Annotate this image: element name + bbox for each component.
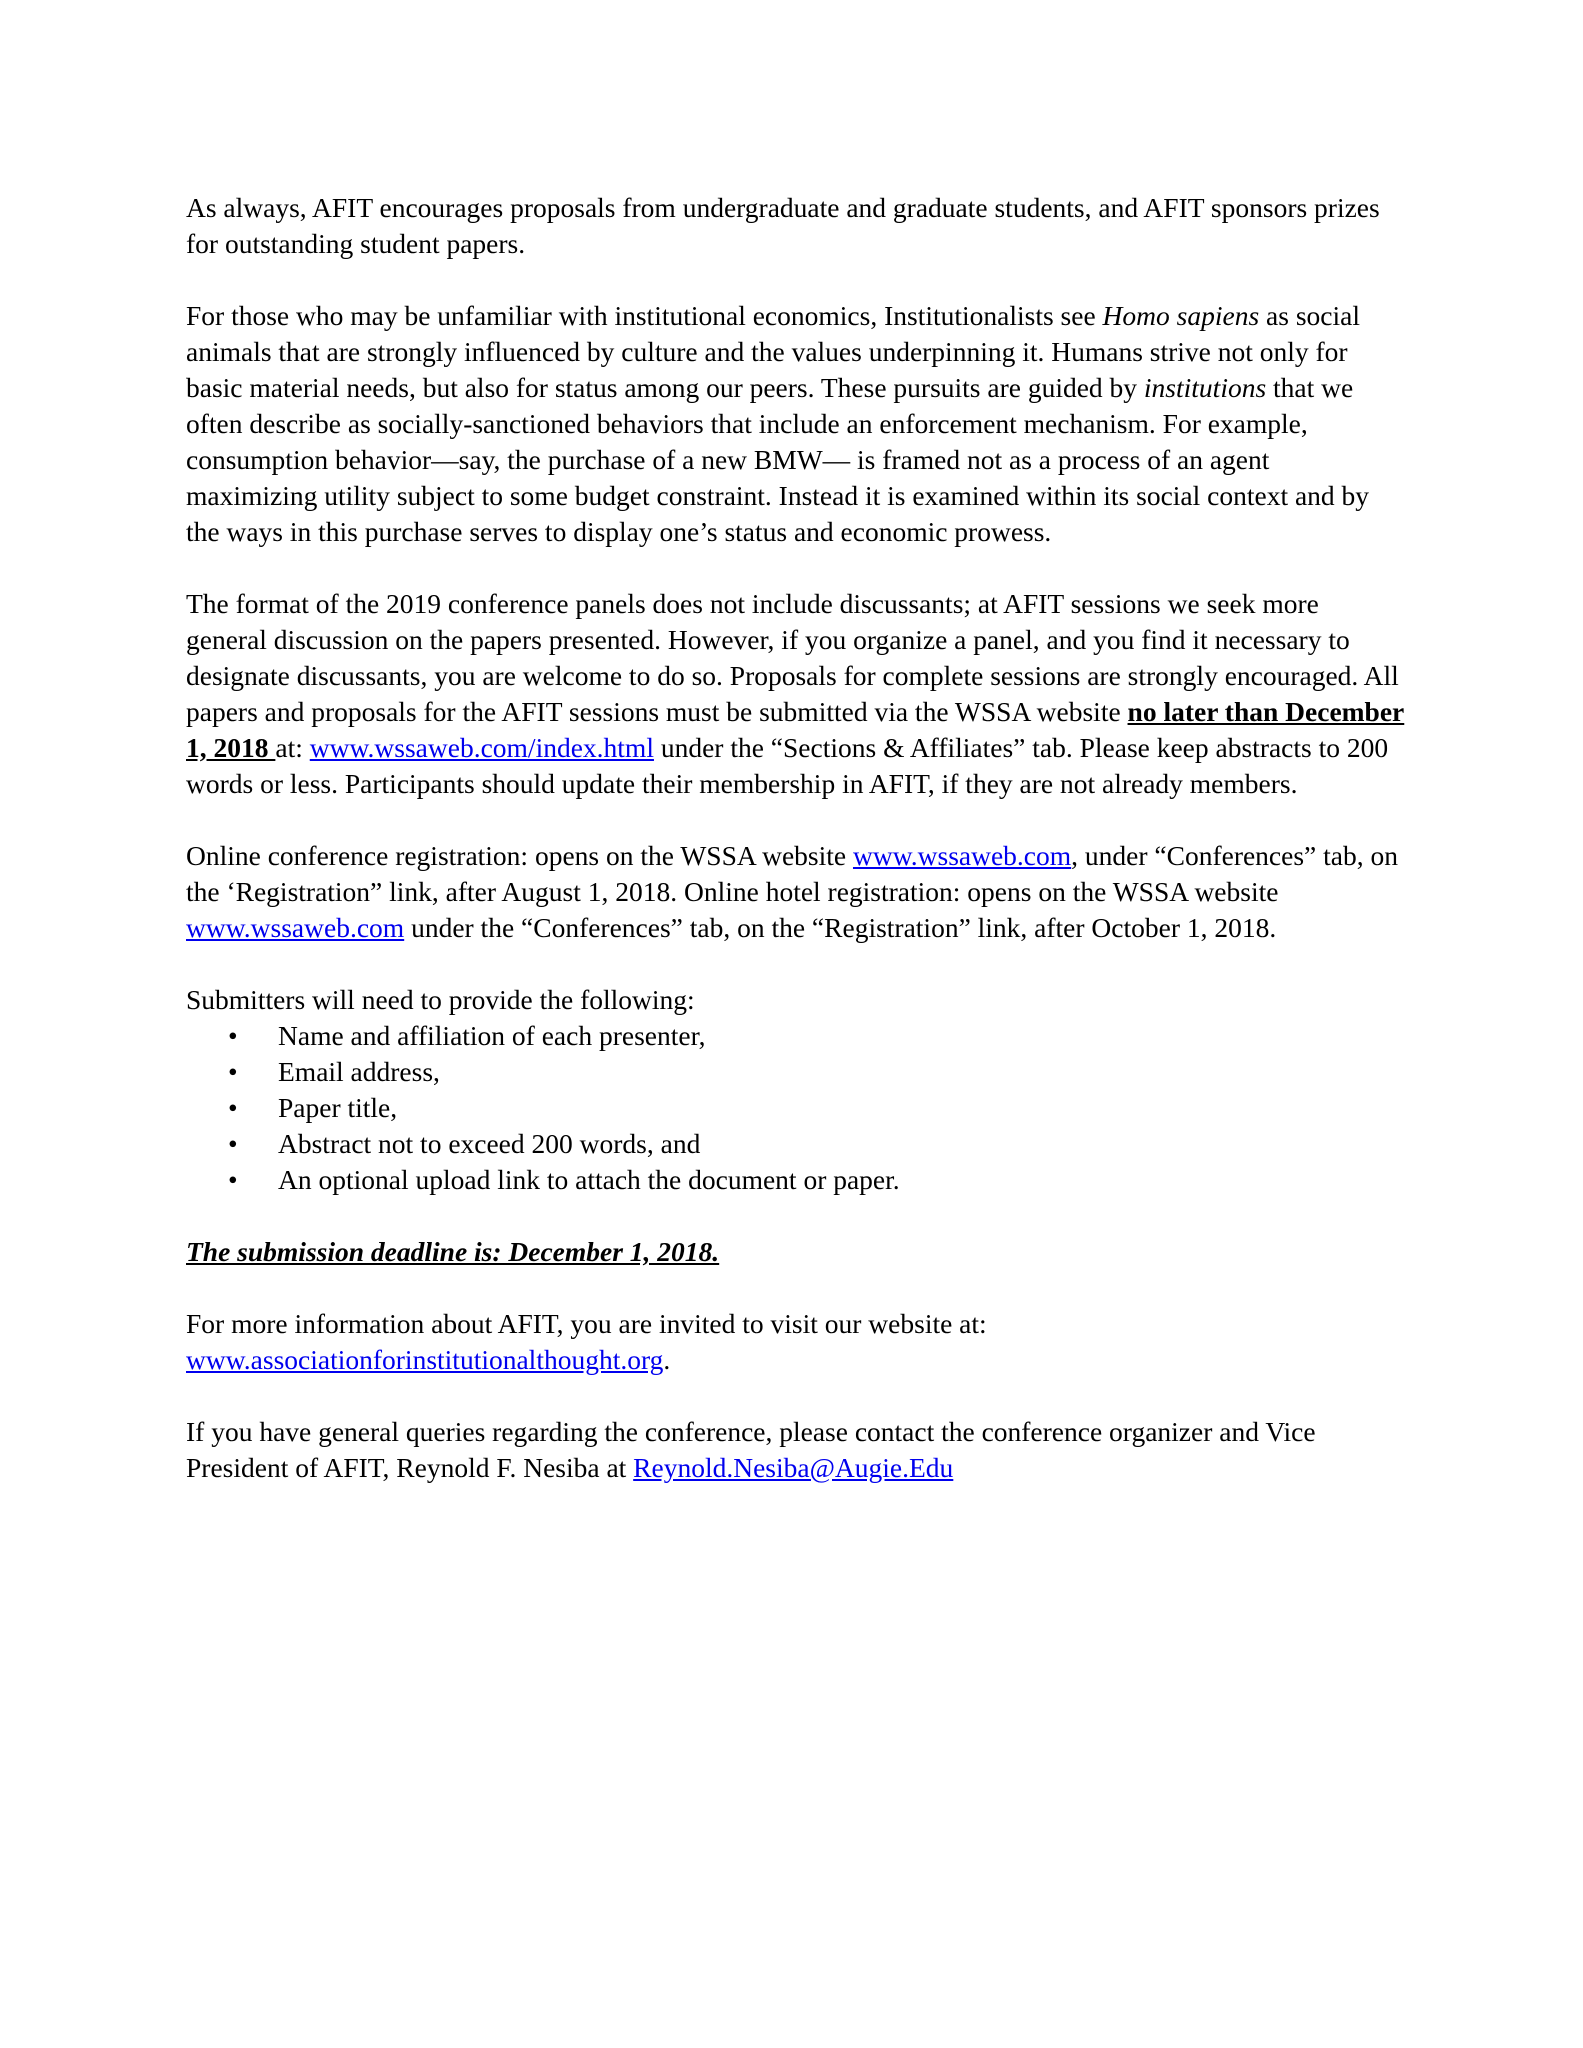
list-item [228, 1126, 1406, 1162]
paragraph-registration [186, 838, 1406, 946]
list-item [228, 1162, 1406, 1198]
paragraph-text: . [663, 1344, 671, 1375]
bullet-icon: • [228, 1056, 238, 1087]
wssa-index-link[interactable]: www.wssaweb.com/index.html [309, 732, 654, 763]
bullet-icon: • [228, 1020, 238, 1051]
list-item [228, 1054, 1406, 1090]
list-item [228, 1090, 1406, 1126]
paragraph-text: Online conference registration: opens on the WSSA website [186, 840, 853, 871]
contact-email-link[interactable]: Reynold.Nesiba@Augie.Edu [633, 1452, 954, 1483]
deadline-emphasis: no later than December 1, 2018 [186, 696, 1405, 763]
list-item [228, 1018, 1406, 1054]
requirements-list [186, 1018, 1406, 1198]
paragraph-text: For more information about AFIT, you are invited to visit our website at: [186, 1308, 987, 1339]
paragraph-more-info [186, 1306, 1406, 1378]
submission-deadline [186, 1234, 1406, 1270]
paragraph-text: at: [275, 732, 310, 763]
italic-institutions: institutions [1143, 372, 1267, 403]
paragraph-text: as social animals that are strongly influenced by culture and the values underpinning it. Humans strive not only for basic material needs, but also for status among our peers. These pursuits are guided by [186, 300, 1360, 403]
paragraph-conference-format [186, 586, 1406, 802]
paragraph-text: As always, AFIT encourages proposals from undergraduate and graduate students, and AFIT sponsors prizes for outstanding student papers. [186, 192, 1380, 259]
wssa-link-hotel[interactable]: www.wssaweb.com [186, 912, 405, 943]
bullet-icon: • [228, 1164, 238, 1195]
paragraph-contact [186, 1414, 1406, 1486]
bullet-icon: • [228, 1092, 238, 1123]
paragraph-submitters-intro [186, 982, 1406, 1018]
italic-homo-sapiens: Homo sapiens [1102, 300, 1260, 331]
paragraph-institutional-economics [186, 298, 1406, 550]
bullet-icon: • [228, 1128, 238, 1159]
list-item-text: Abstract not to exceed 200 words, and [278, 1128, 701, 1159]
deadline-text: The submission deadline is: December 1, 2018. [186, 1236, 720, 1267]
paragraph-student-proposals [186, 190, 1406, 262]
document-body [186, 190, 1406, 1522]
list-item-text: Name and affiliation of each presenter, [278, 1020, 706, 1051]
afit-website-link[interactable]: www.associationforinstitutionalthought.org [186, 1344, 664, 1375]
paragraph-text: If you have general queries regarding the conference, please contact the conference organizer and Vice President of AFIT, Reynold F. Nesiba at [186, 1416, 1316, 1483]
list-item-text: An optional upload link to attach the document or paper. [278, 1164, 900, 1195]
paragraph-text: For those who may be unfamiliar with institutional economics, Institutionalists see [186, 300, 1103, 331]
paragraph-text: under the “Sections & Affiliates” tab. Please keep abstracts to 200 words or less. Participants should update their membership in AFIT, if they are not already members. [186, 732, 1389, 799]
list-item-text: Paper title, [278, 1092, 398, 1123]
paragraph-text: that we often describe as socially-sanctioned behaviors that include an enforcement mechanism. For example, consumption behavior—say, the purchase of a new BMW— is framed not as a process of an agent maximizing utility subject to some budget constraint. Instead it is examined within its social context and by the ways in this purchase serves to display one’s status and economic prowess. [186, 372, 1370, 547]
wssa-link-conference[interactable]: www.wssaweb.com [852, 840, 1072, 871]
paragraph-text: , under “Conferences” tab, on the ‘Registration” link, after August 1, 2018. Online hotel registration: opens on the WSSA website [186, 840, 1398, 907]
list-item-text: Email address, [278, 1056, 440, 1087]
paragraph-text: under the “Conferences” tab, on the “Registration” link, after October 1, 2018. [404, 912, 1277, 943]
paragraph-text: Submitters will need to provide the following: [186, 984, 695, 1015]
paragraph-text: The format of the 2019 conference panels does not include discussants; at AFIT sessions we seek more general discussion on the papers presented. However, if you organize a panel, and you find it necessary to designate discussants, you are welcome to do so. Proposals for complete sessions are strongly encouraged. All papers and proposals for the AFIT sessions must be submitted via the WSSA website [186, 588, 1399, 727]
